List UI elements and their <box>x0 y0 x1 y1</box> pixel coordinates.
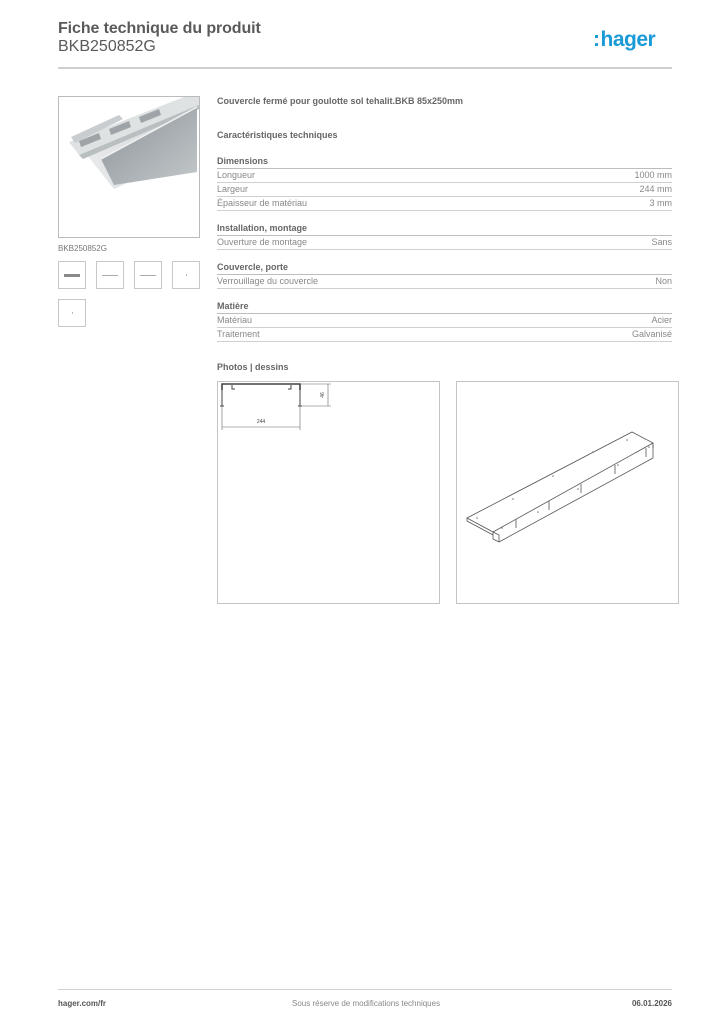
spec-label: Matériau <box>217 315 253 325</box>
page-title: Fiche technique du produit <box>58 20 261 37</box>
photos-section-title: Photos | dessins <box>217 362 289 372</box>
spec-label: Traitement <box>217 329 260 339</box>
spec-value: Galvanisé <box>631 329 672 339</box>
spec-label: Épaisseur de matériau <box>217 198 308 208</box>
logo-colon-icon: : <box>593 28 600 51</box>
cross-section-drawing[interactable] <box>217 381 440 604</box>
thumbnail-line-icon <box>102 275 118 276</box>
footer-website-link[interactable]: hager.com/fr <box>58 999 107 1008</box>
spec-value: Acier <box>651 315 672 325</box>
product-description: Couvercle fermé pour goulotte sol tehalit.BKB 85x250mm <box>217 96 464 106</box>
spec-value: 1000 mm <box>634 170 672 180</box>
spec-group-cover <box>217 261 672 289</box>
thumbnail-4[interactable] <box>172 261 200 289</box>
footer-divider <box>58 989 672 990</box>
spec-value: 3 mm <box>649 198 672 208</box>
thumbnail-dot-icon <box>186 274 187 276</box>
isometric-drawing[interactable] <box>456 381 679 604</box>
spec-value: 244 mm <box>639 184 672 194</box>
spec-value: Sans <box>651 237 672 247</box>
spec-label: Longueur <box>217 170 256 180</box>
spec-row <box>217 169 672 183</box>
spec-group-title: Installation, montage <box>217 222 672 236</box>
spec-group-title: Dimensions <box>217 155 672 169</box>
cross-section-drawing-icon <box>218 382 439 603</box>
thumbnail-1[interactable] <box>58 261 86 289</box>
spec-group-installation <box>217 222 672 250</box>
logo-text: hager <box>600 28 656 51</box>
section-title-characteristics: Caractéristiques techniques <box>217 130 338 140</box>
spec-value: Non <box>655 276 672 286</box>
footer-disclaimer: Sous réserve de modifications techniques <box>292 999 441 1008</box>
spec-row <box>217 183 672 197</box>
isometric-cover-drawing-icon <box>457 382 678 603</box>
main-product-image[interactable] <box>58 96 200 238</box>
spec-group-title: Matière <box>217 300 672 314</box>
image-caption: BKB250852G <box>58 244 107 253</box>
thumbnail-2[interactable] <box>96 261 124 289</box>
spec-label: Verrouillage du couvercle <box>217 276 319 286</box>
hager-logo <box>593 28 655 52</box>
spec-group-dimensions <box>217 155 672 211</box>
spec-row <box>217 314 672 328</box>
thumbnail-5[interactable] <box>58 299 86 327</box>
footer-date: 06.01.2026 <box>631 999 672 1008</box>
thumbnail-line-icon <box>140 275 156 276</box>
thumbnail-cover-icon <box>64 274 80 277</box>
thumbnail-3[interactable] <box>134 261 162 289</box>
width-dimension-label: 244 <box>256 419 266 425</box>
product-reference: BKB250852G <box>58 38 156 55</box>
spec-label: Largeur <box>217 184 249 194</box>
spec-row <box>217 197 672 211</box>
spec-group-title: Couvercle, porte <box>217 261 672 275</box>
thumbnail-dot-icon <box>72 312 73 314</box>
spec-group-material <box>217 300 672 342</box>
product-photo-icon <box>59 97 199 237</box>
spec-row <box>217 275 672 289</box>
spec-label: Ouverture de montage <box>217 237 308 247</box>
spec-row <box>217 236 672 250</box>
header-divider <box>58 67 672 69</box>
height-dimension-label: 46 <box>320 392 326 398</box>
spec-row <box>217 328 672 342</box>
